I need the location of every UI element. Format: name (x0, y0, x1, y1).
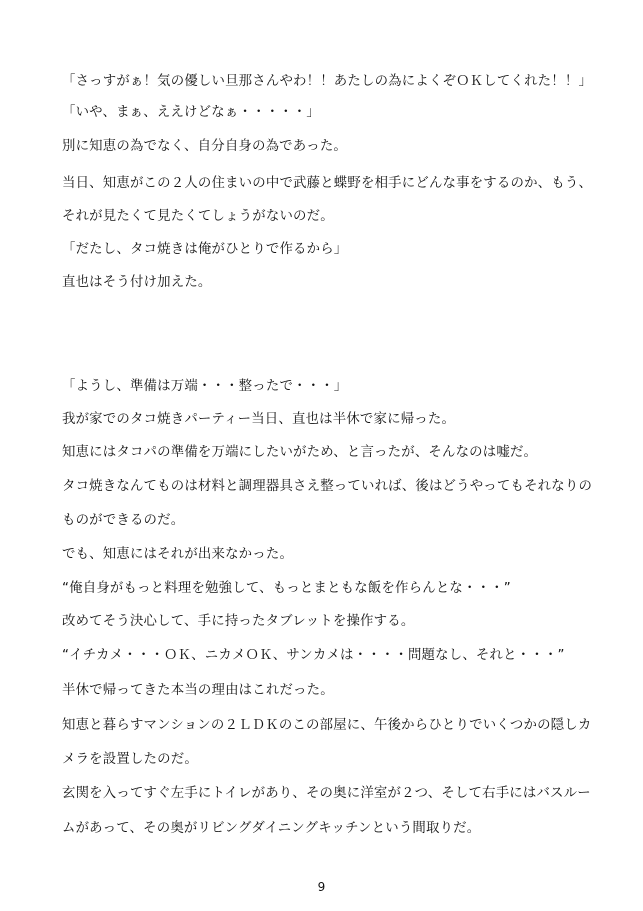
text-line: 直也はそう付け加えた。 (62, 275, 212, 290)
text-line: 「いや、まぁ、ええけどなぁ・・・・・」 (62, 105, 320, 120)
text-line: 「ようし、準備は万端・・・整ったで・・・」 (62, 379, 348, 394)
text-line: 半休で帰ってきた本当の理由はこれだった。 (62, 683, 334, 698)
text-line: 「だたし、タコ焼きは俺がひとりで作るから」 (62, 242, 348, 257)
text-line: 別に知恵の為でなく、自分自身の為であった。 (62, 139, 347, 154)
text-line: それが見たくて見たくてしょうがないのだ。 (62, 209, 334, 224)
text-line: 改めてそう決心して、手に持ったタブレットを操作する。 (62, 614, 415, 629)
text-line: “俺自身がもっと料理を勉強して、もっとまともな飯を作らんとな・・・” (62, 581, 511, 596)
text-line: ムがあって、その奥がリビングダイニングキッチンという間取りだ。 (62, 821, 481, 836)
text-line: タコ焼きなんてものは材料と調理器具さえ整っていれば、後はどうやってもそれなりの (62, 479, 593, 494)
text-line: 知恵と暮らすマンションの２ＬＤＫのこの部屋に、午後からひとりでいくつかの隠しカ (62, 718, 592, 733)
text-line: ものができるのだ。 (62, 513, 185, 528)
text-line: 玄関を入ってすぐ左手にトイレがあり、その奥に洋室が２つ、そして右手にはバスルー (62, 786, 591, 801)
page-number: 9 (317, 880, 326, 894)
text-line: 我が家でのタコ焼きパーティー当日、直也は半休で家に帰った。 (62, 412, 456, 427)
text-line: でも、知恵にはそれが出来なかった。 (62, 547, 294, 562)
text-line: “イチカメ・・・ＯＫ、ニカメＯＫ、サンカメは・・・・問題なし、それと・・・” (62, 648, 565, 663)
text-line: 「さっすがぁ！気の優しい旦那さんやわ！！あたしの為によくぞＯＫしてくれた！！」 (62, 74, 593, 89)
text-line: メラを設置したのだ。 (62, 752, 198, 767)
text-line: 当日、知恵がこの２人の住まいの中で武藤と蝶野を相手にどんな事をするのか、もう、 (62, 176, 593, 191)
text-line: 知恵にはタコパの準備を万端にしたいがため、と言ったが、そんなのは嘘だ。 (62, 445, 538, 460)
